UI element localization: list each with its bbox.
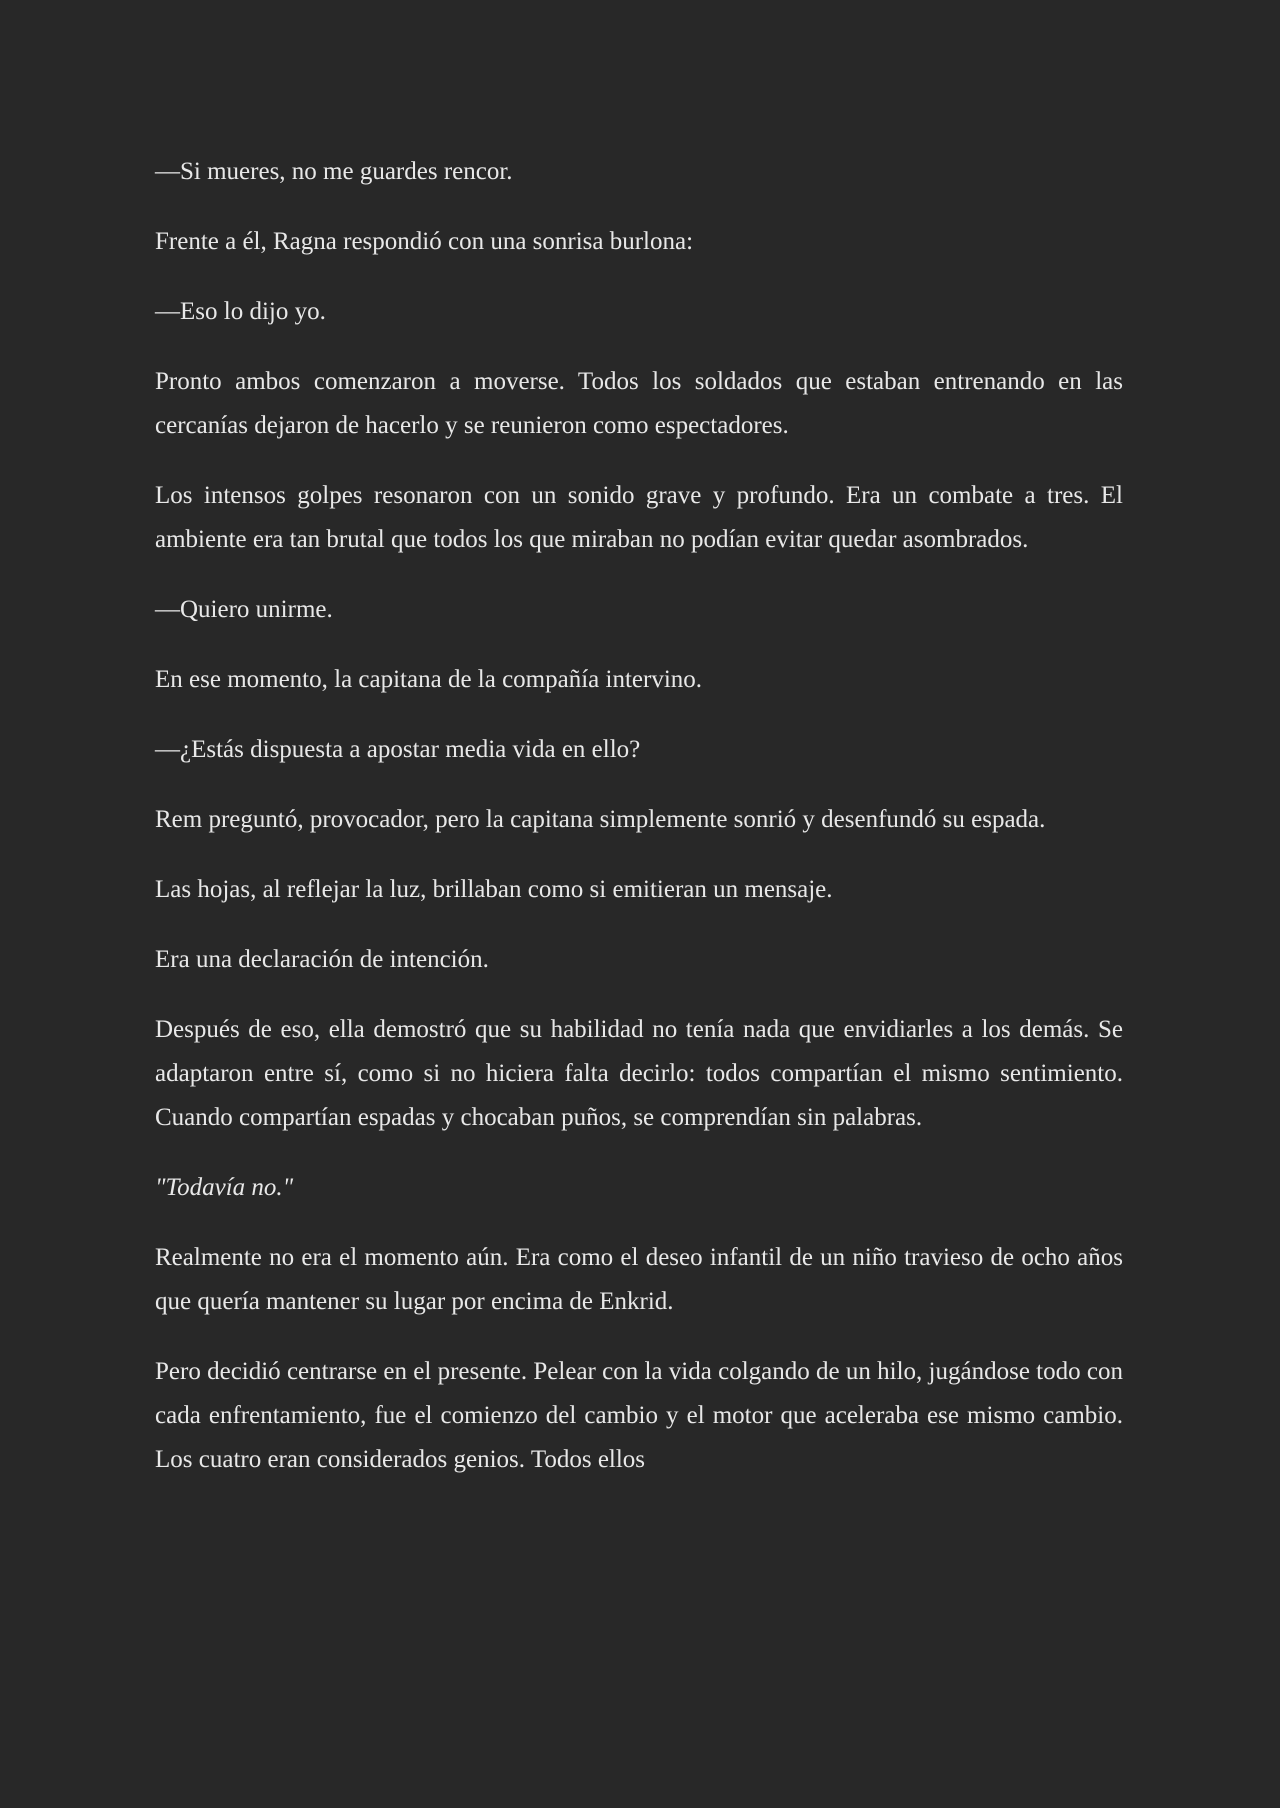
paragraph: Era una declaración de intención. [155,946,489,973]
paragraph: Las hojas, al reflejar la luz, brillaban como si emitieran un mensaje. [155,876,833,903]
paragraph: Después de eso, ella demostró que su habilidad no tenía nada que envidiarles a los demás. Se adaptaron entre sí, como si no hiciera falta decirlo: todos compartían el mismo sentimiento. Cuando compartían espadas y chocaban puños, se comprendían sin palabras. [155,1016,1123,1131]
paragraph: En ese momento, la capitana de la compañía intervino. [155,666,703,693]
paragraph: Los intensos golpes resonaron con un sonido grave y profundo. Era un combate a tres. El ambiente era tan brutal que todos los que miraban no podían evitar quedar asombrados. [155,482,1123,553]
paragraph: Pero decidió centrarse en el presente. Pelear con la vida colgando de un hilo, jugándose todo con cada enfrentamiento, fue el comienzo del cambio y el motor que aceleraba ese mismo cambio. Los cuatro eran considerados genios. Todos ellos [155,1358,1123,1473]
paragraph: Realmente no era el momento aún. Era como el deseo infantil de un niño travieso de ocho años que quería mantener su lugar por encima de Enkrid. [155,1244,1123,1315]
paragraph: —Quiero unirme. [155,596,333,623]
reader-page [155,150,1123,1508]
paragraph: Frente a él, Ragna respondió con una sonrisa burlona: [155,228,694,255]
italic-thought: "Todavía no." [155,1174,294,1201]
paragraph: —¿Estás dispuesta a apostar media vida en ello? [155,736,641,763]
paragraph: Pronto ambos comenzaron a moverse. Todos los soldados que estaban entrenando en las cercanías dejaron de hacerlo y se reunieron como espectadores. [155,368,1123,439]
paragraph: Rem preguntó, provocador, pero la capitana simplemente sonrió y desenfundó su espada. [155,806,1046,833]
paragraph: —Eso lo dijo yo. [155,298,326,325]
paragraph: —Si mueres, no me guardes rencor. [155,158,513,185]
